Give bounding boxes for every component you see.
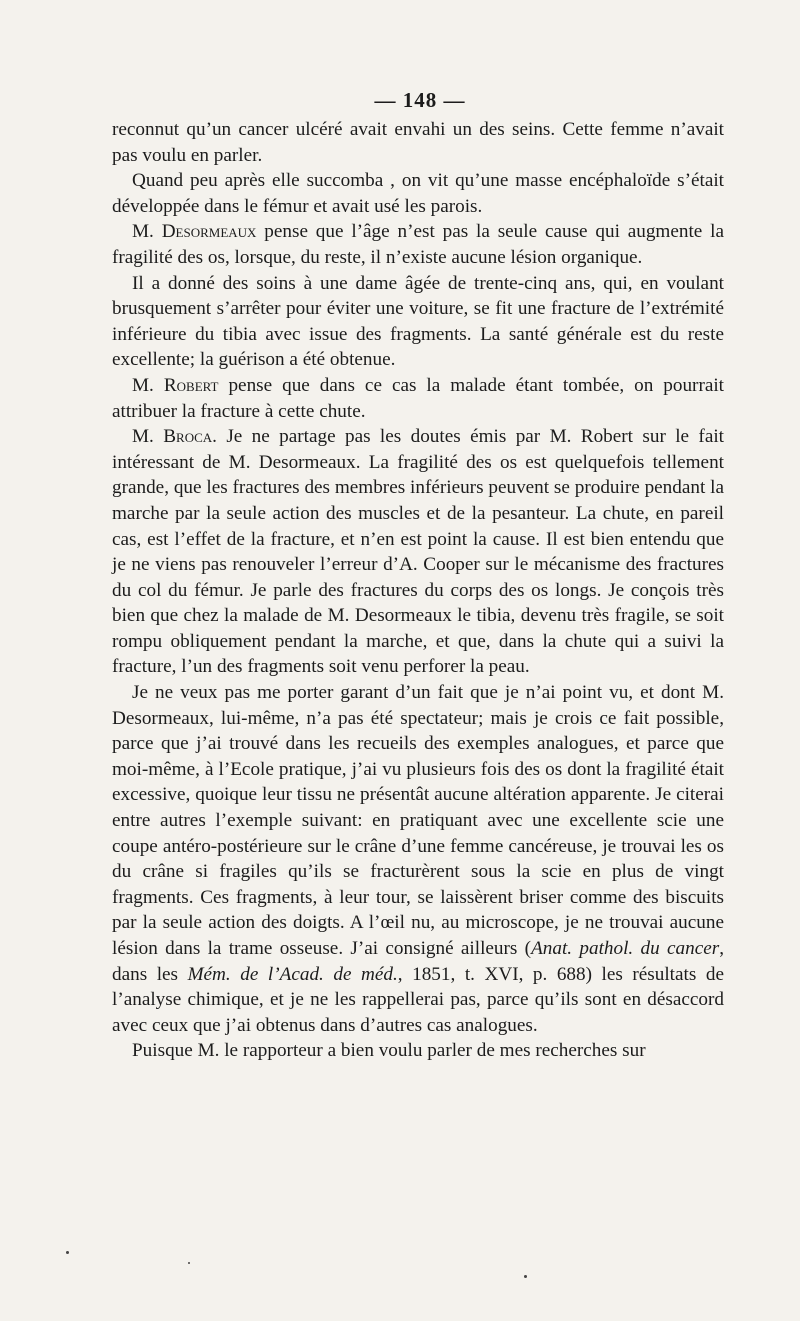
paper-speck (188, 1262, 190, 1264)
paper-speck (524, 1275, 527, 1278)
paragraph-text: , dans les (112, 938, 724, 985)
body-text (112, 117, 724, 1064)
paragraph-text: , 1851, t. XVI, p. 688) les résultats de l’analyse chimique, et je ne les rappellerai pas, parce qu’ils sont en désaccord avec ceux que j’ai obtenus dans d’autres cas analogues. (112, 963, 724, 1036)
page-number: — 148 — (374, 88, 466, 112)
paragraph: Il a donné des soins à une dame âgée de trente-cinq ans, qui, en voulant brusquement s’arrêter pour éviter une voiture, se fit une fracture de l’extrémité inférieure du tibia avec issue des fragments. La santé générale est du reste excellente; la guérison a été obtenue. (112, 272, 724, 371)
paragraph (112, 373, 724, 424)
speaker-name: Broca (163, 426, 213, 448)
citation-journal: Mém. de l’Acad. de méd. (187, 963, 398, 985)
paragraph-text: pense que dans ce cas la malade étant tombée, on pourrait attribuer la fracture à cette chute. (112, 374, 725, 422)
paragraph: Quand peu après elle succomba , on vit qu’une masse encéphaloïde s’était développée dans le fémur et avait usé les parois. (112, 170, 724, 217)
paragraph-text: . Je ne partage pas les doutes émis par M. Robert sur le fait intéressant de M. Desormeaux. La fragilité des os est quelquefois tellement grande, que les fractures des membres inférieurs peuvent se produire pendant la marche par la seule action des muscles et de la pesanteur. La chute, en pareil cas, est l’effet de la fracture, et n’en est point la cause. Il est bien entendu que je ne viens pas renouveler l’erreur d’A. Cooper sur le mécanisme des fractures du col du fémur. Je parle des fractures du corps des os longs. Je conçois très bien que chez la malade de M. Desormeaux le tibia, devenu très fragile, se soit rompu obliquement pendant la marche, et que, dans la chute qui a suivi la fracture, l’un des fragments soit venu perforer la peau. (112, 426, 724, 678)
speaker-prefix: M. (132, 374, 164, 396)
paragraph-text: Je ne veux pas me porter garant d’un fait que je n’ai point vu, et dont M. Desormeaux, lui-même, n’a pas été spectateur; mais je crois ce fait possible, parce que j’ai trouvé dans les recueils des exemples analogues, et parce que moi-même, à l’Ecole pratique, j’ai vu plusieurs fois des os dont la fragilité était excessive, quoique leur tissu ne présentât aucune altération apparente. Je citerai entre autres l’exemple suivant: en pratiquant avec une excellente scie une coupe antéro-postérieure sur le crâne d’une femme cancéreuse, je trouvai les os du crâne si fragiles qu’ils se fracturèrent sous la scie en plus de vingt fragments. Ces fragments, à leur tour, se laissèrent briser comme des biscuits par la seule action des doigts. A l’œil nu, au microscope, je ne trouvai aucune lésion dans la trame osseuse. J’ai consigné ailleurs ( (112, 682, 724, 959)
paragraph: reconnut qu’un cancer ulcéré avait envahi un des seins. Cette femme n’avait pas voulu en parler. (112, 119, 724, 166)
paragraph (112, 424, 724, 680)
paper-speck (66, 1251, 69, 1254)
paragraph (112, 219, 724, 270)
paragraph (112, 680, 724, 1038)
paragraph: Puisque M. le rapporteur a bien voulu parler de mes recherches sur (132, 1040, 646, 1062)
speaker-name: Robert (163, 374, 219, 396)
citation-title: Anat. pathol. du cancer (531, 938, 720, 959)
speaker-prefix: M. (132, 426, 164, 448)
speaker-prefix: M. (132, 221, 162, 243)
paragraph-text: pense que l’âge n’est pas la seule cause qui augmente la fragilité des os, lorsque, du reste, il n’existe aucune lésion organique. (112, 221, 724, 268)
speaker-name: Desormeaux (161, 221, 257, 243)
